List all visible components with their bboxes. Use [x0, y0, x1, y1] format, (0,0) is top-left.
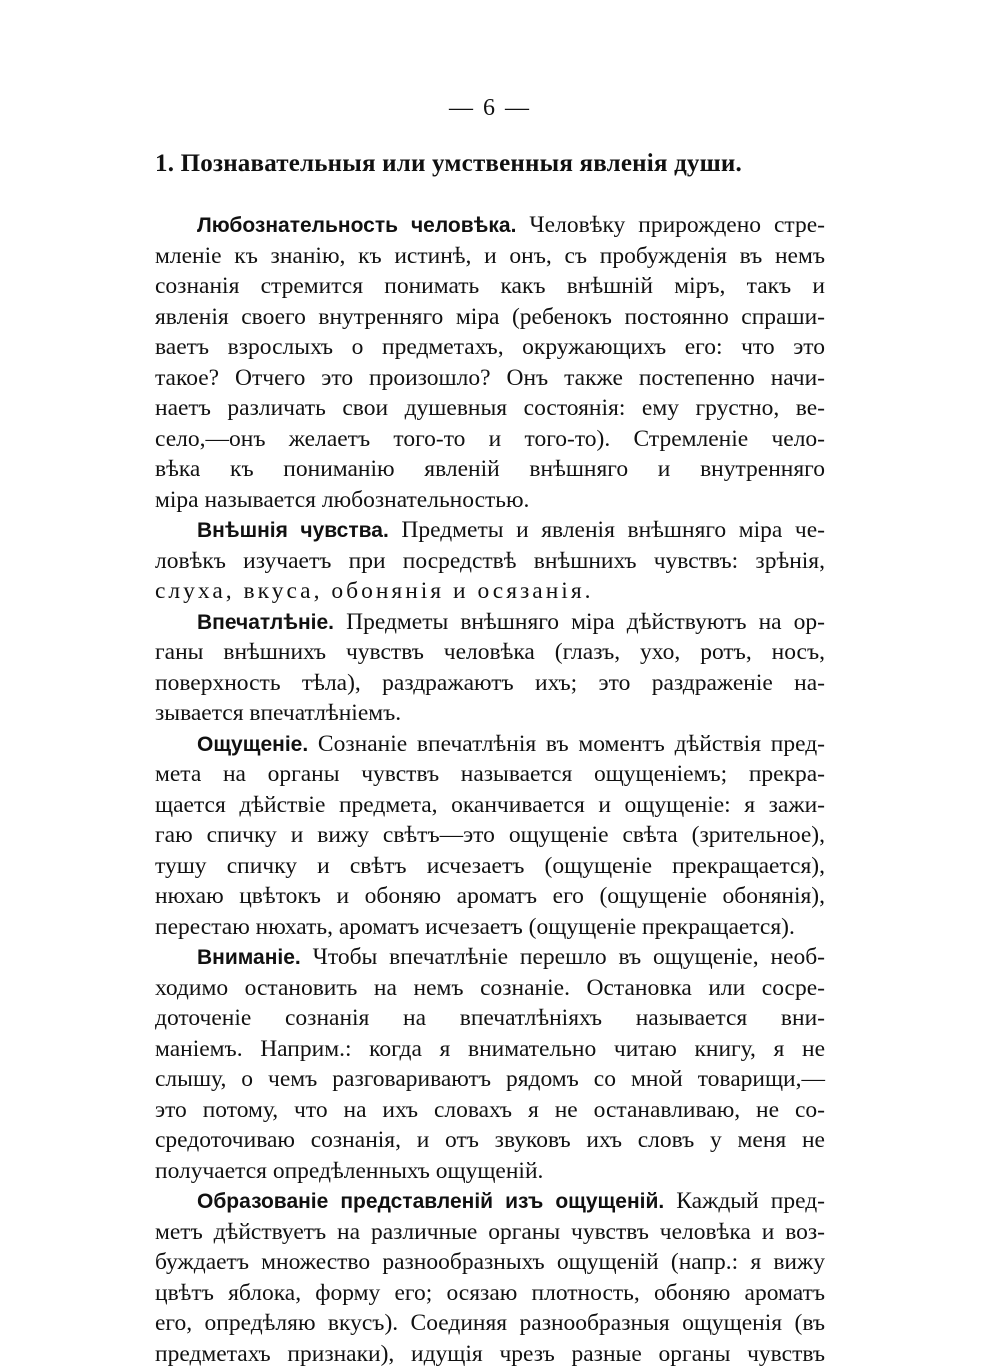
- paragraph-representations: [155, 1186, 825, 1369]
- page-number: — 6 —: [0, 95, 980, 122]
- text-line: Предметы внѣшняго міра дѣйствуютъ на ор-: [334, 609, 825, 635]
- text-line: Сознаніе впечатлѣнія въ моментъ дѣйствія пред-: [308, 731, 825, 757]
- paragraph-attention: [155, 942, 825, 1186]
- text-line: буждаетъ множество разнообразныхъ ощущеній (напр.: я вижу: [155, 1247, 825, 1278]
- text-line: наетъ различать свои душевныя состоянія: ему грустно, ве-: [155, 393, 825, 424]
- text-line: Чтобы впечатлѣніе перешло въ ощущеніе, необ-: [301, 944, 825, 970]
- body-text: [155, 210, 825, 1369]
- section-title: 1. Познавательныя или умственныя явленія души.: [155, 150, 835, 178]
- text-line: село,—онъ желаетъ того-то и того-то). Стремленіе чело-: [155, 424, 825, 455]
- paragraph-external-senses: [155, 515, 825, 607]
- paragraph-term: Ощущеніе.: [197, 733, 308, 756]
- paragraph-first-line: [155, 729, 825, 760]
- text-line: Каждый пред-: [664, 1188, 825, 1214]
- text-line: доточеніе сознанія на впечатлѣніяхъ называется вни-: [155, 1003, 825, 1034]
- text-line: Предметы и явленія внѣшняго міра че-: [389, 517, 825, 543]
- text-line: ходимо остановить на немъ сознаніе. Остановка или сосре-: [155, 973, 825, 1004]
- text-line: нюхаю цвѣтокъ и обоняю ароматъ его (ощущеніе обонянія),: [155, 881, 825, 912]
- text-line: гаю спичку и вижу свѣтъ—это ощущеніе свѣта (зрительное),: [155, 820, 825, 851]
- text-line: цвѣтъ яблока, форму его; осязаю плотность, обоняю ароматъ: [155, 1278, 825, 1309]
- paragraph-term: Любознательность человѣка.: [197, 214, 516, 237]
- paragraph-sensation: [155, 729, 825, 943]
- paragraph-term: Внѣшнія чувства.: [197, 519, 389, 542]
- text-line: мета на органы чувствъ называется ощущеніемъ; прекра-: [155, 759, 825, 790]
- paragraph-term: Впечатлѣніе.: [197, 611, 334, 634]
- text-line: предметахъ признаки), идущія чрезъ разные органы чувствъ: [155, 1339, 825, 1369]
- text-line: ганы внѣшнихъ чувствъ человѣка (глазъ, ухо, ротъ, носъ,: [155, 637, 825, 668]
- paragraph-curiosity: [155, 210, 825, 515]
- paragraph-first-line: [155, 1186, 825, 1217]
- text-line: ваетъ взрослыхъ о предметахъ, окружающихъ его: что это: [155, 332, 825, 363]
- text-line: слышу, о чемъ разговариваютъ рядомъ со мной товарищи,—: [155, 1064, 825, 1095]
- text-line: щается дѣйствіе предмета, оканчивается и ощущеніе: я зажи-: [155, 790, 825, 821]
- paragraph-first-line: [155, 515, 825, 546]
- text-line: поверхность тѣла), раздражаютъ ихъ; это раздраженіе на-: [155, 668, 825, 699]
- text-line: маніемъ. Наприм.: когда я внимательно читаю книгу, я не: [155, 1034, 825, 1065]
- text-line: міра называется любознательностью.: [155, 485, 825, 516]
- text-line: зывается впечатлѣніемъ.: [155, 698, 825, 729]
- paragraph-term: Вниманіе.: [197, 946, 301, 969]
- paragraph-first-line: [155, 210, 825, 241]
- text-line: мленіе къ знанію, къ истинѣ, и онъ, съ пробужденія въ немъ: [155, 241, 825, 272]
- text-line: его, опредѣляю вкусъ). Соединяя разнообразныя ощущенія (въ: [155, 1308, 825, 1339]
- text-line: сознанія стремится понимать какъ внѣшній міръ, такъ и: [155, 271, 825, 302]
- text-line: тушу спичку и свѣтъ исчезаетъ (ощущеніе прекращается),: [155, 851, 825, 882]
- paragraph-first-line: [155, 942, 825, 973]
- text-line: получается опредѣленныхъ ощущеній.: [155, 1156, 825, 1187]
- text-line: метъ дѣйствуетъ на различные органы чувствъ человѣка и воз-: [155, 1217, 825, 1248]
- text-line: это потому, что на ихъ словахъ я не останавливаю, не со-: [155, 1095, 825, 1126]
- paragraph-first-line: [155, 607, 825, 638]
- text-line: средоточиваю сознанія, и отъ звуковъ ихъ словъ у меня не: [155, 1125, 825, 1156]
- text-line: ловѣкъ изучаетъ при посредствѣ внѣшнихъ чувствъ: зрѣнія,: [155, 546, 825, 577]
- paragraph-term: Образованіе представленій изъ ощущеній.: [197, 1190, 664, 1213]
- text-line: вѣка къ пониманію явленій внѣшняго и внутренняго: [155, 454, 825, 485]
- text-line: перестаю нюхать, ароматъ исчезаетъ (ощущеніе прекращается).: [155, 912, 825, 943]
- text-line: Человѣку прирождено стре-: [516, 212, 825, 238]
- text-line: явленія своего внутренняго міра (ребенокъ постоянно спраши-: [155, 302, 825, 333]
- text-line: такое? Отчего это произошло? Онъ также постепенно начи-: [155, 363, 825, 394]
- text-line: слуха, вкуса, обонянія и осязанія.: [155, 576, 825, 607]
- paragraph-impression: [155, 607, 825, 729]
